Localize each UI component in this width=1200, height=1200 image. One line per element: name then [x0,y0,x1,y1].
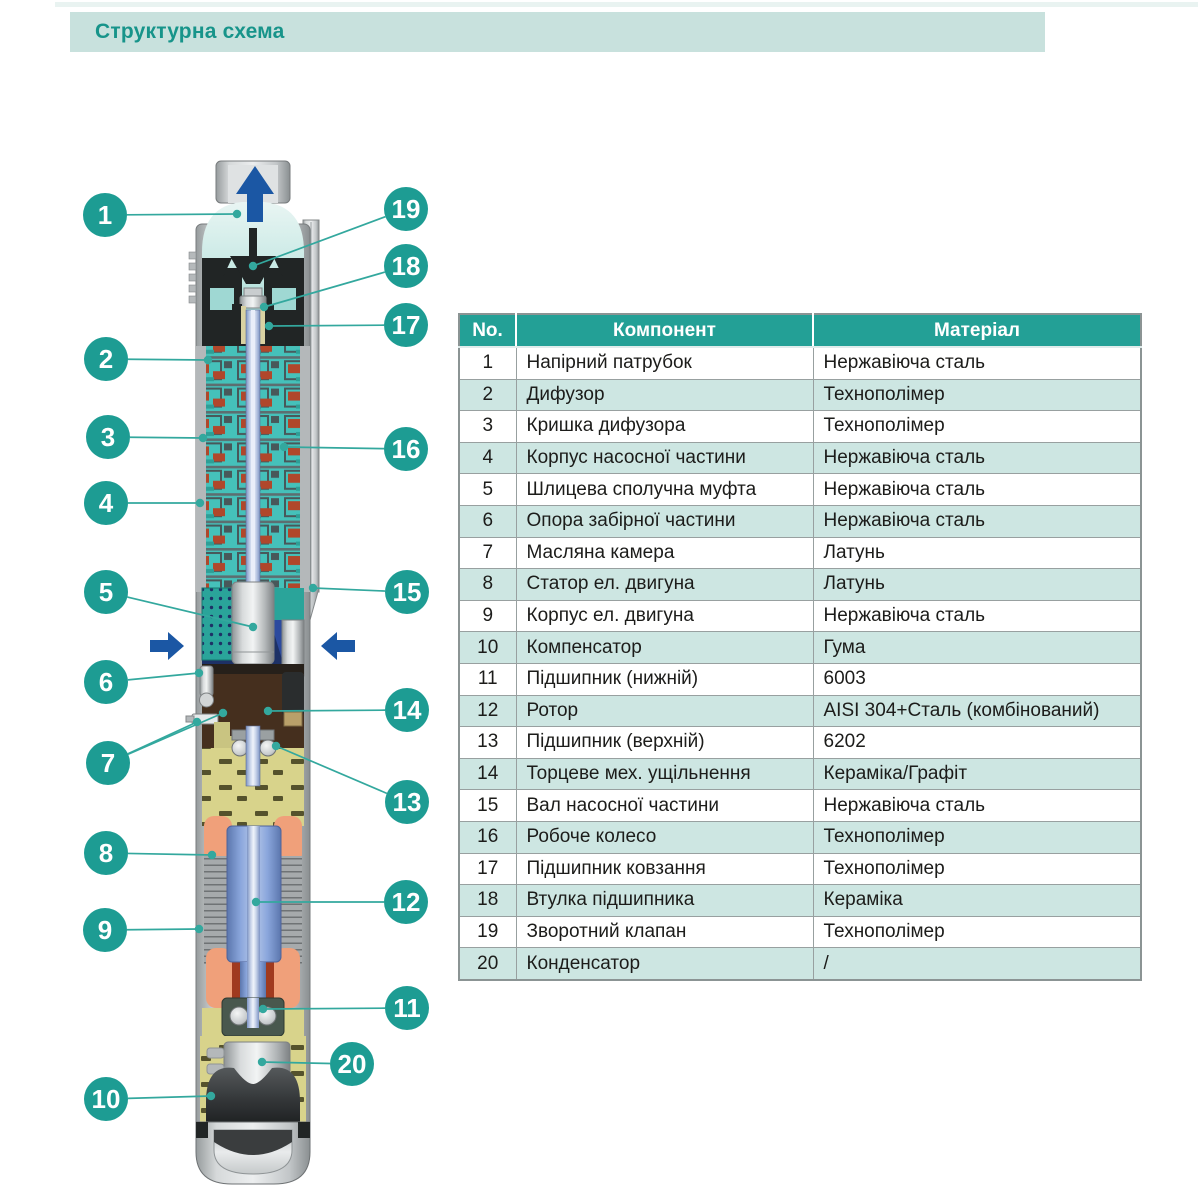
cell-component: Статор ел. двигуна [516,569,813,601]
cell-component: Корпус ел. двигуна [516,600,813,632]
cell-no: 6 [459,505,516,537]
cell-no: 4 [459,442,516,474]
callout-18: 18 [384,244,428,288]
cell-component: Дифузор [516,379,813,411]
cell-material: 6003 [813,663,1141,695]
cell-material: AISI 304+Сталь (комбінований) [813,695,1141,727]
callout-19: 19 [384,187,428,231]
cell-material: Нержавіюча сталь [813,347,1141,379]
table-row [459,727,1141,759]
table-row [459,411,1141,443]
cell-no: 19 [459,916,516,948]
cell-component: Торцеве мех. ущільнення [516,758,813,790]
cell-no: 16 [459,821,516,853]
cell-component: Напірний патрубок [516,347,813,379]
callout-13: 13 [385,780,429,824]
cell-component: Підшипник (верхній) [516,727,813,759]
cell-component: Компенсатор [516,632,813,664]
cell-material: Латунь [813,537,1141,569]
table-row [459,948,1141,980]
page-title: Структурна схема [95,20,285,43]
cell-no: 20 [459,948,516,980]
cell-no: 9 [459,600,516,632]
callout-9: 9 [83,908,127,952]
table-row [459,885,1141,917]
cell-material: Гума [813,632,1141,664]
table-row [459,695,1141,727]
callout-1: 1 [83,193,127,237]
motor-section [204,816,302,1010]
callout-12: 12 [384,880,428,924]
table-row [459,916,1141,948]
pump-shaft [246,310,260,610]
cell-material: Нержавіюча сталь [813,505,1141,537]
cell-no: 15 [459,790,516,822]
table-row [459,821,1141,853]
cell-component: Вал насосної частини [516,790,813,822]
table-row [459,758,1141,790]
callout-20: 20 [330,1042,374,1086]
cell-no: 10 [459,632,516,664]
cell-no: 13 [459,727,516,759]
cell-component: Кришка дифузора [516,411,813,443]
callout-4: 4 [84,481,128,525]
cell-material: Нержавіюча сталь [813,474,1141,506]
col-header-material: Матеріал [813,314,1141,347]
cell-material: 6202 [813,727,1141,759]
cell-no: 17 [459,853,516,885]
col-header-no: No. [459,314,516,347]
cell-component: Конденсатор [516,948,813,980]
cell-material: Кераміка [813,885,1141,917]
parts-table-body [459,347,1141,980]
bottom-chamber [200,1036,306,1136]
table-row [459,600,1141,632]
cell-material: Технополімер [813,853,1141,885]
cell-component: Корпус насосної частини [516,442,813,474]
cell-no: 3 [459,411,516,443]
cell-component: Масляна камера [516,537,813,569]
pump-body [150,161,355,1184]
callout-8: 8 [84,831,128,875]
callout-3: 3 [86,415,130,459]
table-row [459,347,1141,379]
thread-marks [189,252,196,303]
cell-material: Технополімер [813,411,1141,443]
callout-11: 11 [385,986,429,1030]
table-row [459,663,1141,695]
callout-2: 2 [84,337,128,381]
cell-no: 7 [459,537,516,569]
callout-5: 5 [84,570,128,614]
bottom-cap [196,1122,310,1184]
cell-no: 18 [459,885,516,917]
intake-arrow-right-icon [321,632,355,660]
cell-component: Втулка підшипника [516,885,813,917]
cell-no: 8 [459,569,516,601]
cell-material: Нержавіюча сталь [813,442,1141,474]
cell-component: Ротор [516,695,813,727]
cell-material: Технополімер [813,821,1141,853]
cell-material: Кераміка/Графіт [813,758,1141,790]
table-row [459,790,1141,822]
cell-material: Нержавіюча сталь [813,600,1141,632]
table-row [459,474,1141,506]
table-row [459,505,1141,537]
callout-6: 6 [84,660,128,704]
callout-7: 7 [86,741,130,785]
cell-no: 11 [459,663,516,695]
table-row [459,853,1141,885]
callout-10: 10 [84,1077,128,1121]
col-header-component: Компонент [516,314,813,347]
parts-table [458,313,1142,981]
cell-material: Нержавіюча сталь [813,790,1141,822]
table-row [459,379,1141,411]
table-header-row [459,314,1141,347]
callout-17: 17 [384,303,428,347]
callout-16: 16 [384,427,428,471]
cell-component: Підшипник (нижній) [516,663,813,695]
intake-arrow-left-icon [150,632,184,660]
valve-pocket-left [210,288,234,310]
table-row [459,632,1141,664]
cell-component: Шлицева сполучна муфта [516,474,813,506]
cell-material: Технополімер [813,916,1141,948]
cell-no: 2 [459,379,516,411]
cell-component: Опора забірної частини [516,505,813,537]
callout-14: 14 [385,688,429,732]
cell-component: Підшипник ковзання [516,853,813,885]
cell-material: / [813,948,1141,980]
cell-material: Технополімер [813,379,1141,411]
cell-no: 1 [459,347,516,379]
cell-component: Робоче колесо [516,821,813,853]
table-row [459,569,1141,601]
cell-component: Зворотний клапан [516,916,813,948]
table-row [459,537,1141,569]
cell-no: 12 [459,695,516,727]
cell-no: 5 [459,474,516,506]
cell-no: 14 [459,758,516,790]
cell-material: Латунь [813,569,1141,601]
callout-15: 15 [385,570,429,614]
table-row [459,442,1141,474]
